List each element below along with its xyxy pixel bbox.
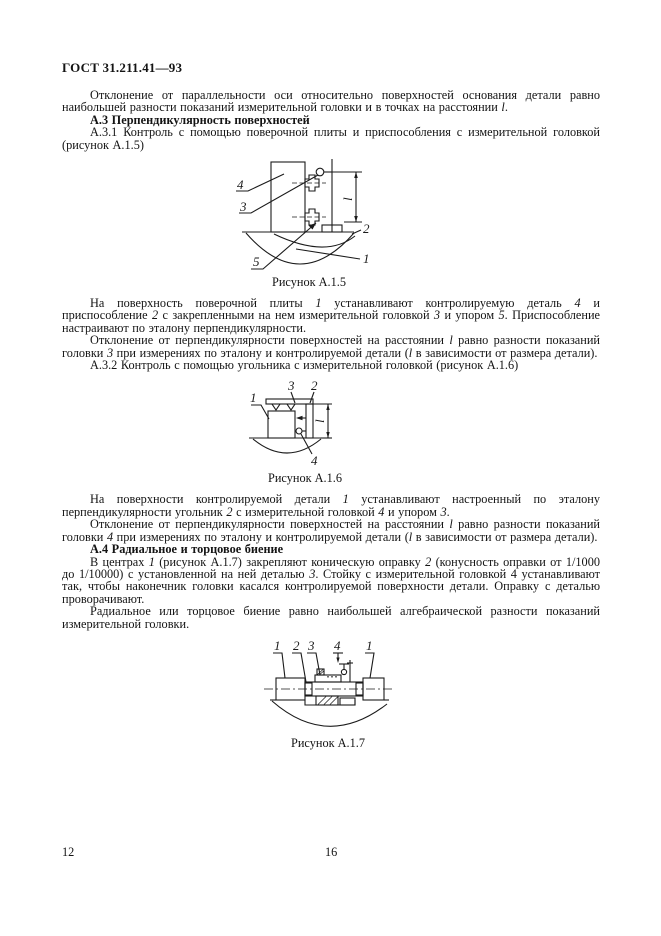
text-block xyxy=(62,60,600,758)
a16-label-square: 2 xyxy=(311,379,318,394)
a15-linework xyxy=(236,159,362,269)
paragraph-a31: А.3.1 Контроль с помощью поверочной плиты и приспособления с измерительной головкой (рисунок А.1.5) xyxy=(62,125,600,152)
a16-label-part: 1 xyxy=(250,390,257,406)
figure-a17 xyxy=(62,638,600,752)
section-heading-a3: А.3 Перпендикулярность поверхностей xyxy=(90,112,310,127)
a16-label-head: 4 xyxy=(311,453,318,469)
figure-a15-caption: Рисунок А.1.5 xyxy=(272,275,346,290)
a15-gauge-pivot xyxy=(316,168,324,176)
paragraph-centers-setup: В центрах 1 (рисунок А.1.7) закрепляют коническую оправку 2 (конусность оправки от 1/1000 до 1/10000) с установленной на ней деталью 3. Стойку с измерительной головкой 4 устанавливают так, чтобы наконечник головки касался контролируемой поверхности детали. Оправку с деталью проворачивают. xyxy=(62,554,601,606)
a16-part-block xyxy=(268,411,295,438)
figure-a17-caption: Рисунок А.1.7 xyxy=(291,735,365,750)
a15-label-stop: 5 xyxy=(253,254,260,270)
paragraph-plate-setup: На поверхность поверочной плиты 1 устанавливают контролируемую деталь 4 и приспособление 2 с закрепленными на нем измерительной головкой 3 и упором 5. Приспособление настраивают по эталону перпендикулярности. xyxy=(62,296,600,335)
figure-a15 xyxy=(62,159,600,291)
figure-a16 xyxy=(62,379,600,487)
paragraph-a32: А.3.2 Контроль с помощью угольника с измерительной головкой (рисунок А.1.6) xyxy=(90,358,519,373)
page-number-left: 12 xyxy=(62,845,75,859)
figure-a15-drawing xyxy=(234,159,384,273)
figure-a16-caption: Рисунок А.1.6 xyxy=(268,471,342,486)
a15-label-plate: 1 xyxy=(363,251,370,267)
figure-a17-inner xyxy=(258,638,398,751)
a15-label-head: 3 xyxy=(240,199,247,215)
a17-label-center-left: 1 xyxy=(274,637,281,653)
paragraph-deviation6: Отклонение от перпендикулярности поверхностей на расстоянии l равно разности показаний головки 4 при измерениях по эталону и контролируемой детали (l в зависимости от размера детали). xyxy=(62,517,600,544)
a15-label-fixture: 2 xyxy=(363,221,370,237)
section-heading-a4: А.4 Радиальное и торцовое биение xyxy=(90,542,284,557)
a17-label-head: 4 xyxy=(334,637,341,653)
a15-break-arc xyxy=(246,233,354,264)
figure-a15-inner xyxy=(234,159,384,290)
paragraph-square-setup: На поверхности контролируемой детали 1 устанавливают настроенный по эталону перпендикулярности угольник 2 с измерительной головкой 4 и упором 3. xyxy=(62,492,600,519)
a16-gauge-tip xyxy=(296,428,302,434)
paragraph-parallelism: Отклонение от параллельности оси относительно поверхностей основания детали равно наибольшей разности показаний измерительной головки и в точках на расстоянии l. xyxy=(62,88,600,115)
a17-label-mandrel: 2 xyxy=(293,637,300,653)
a15-dim-label: l xyxy=(340,197,355,202)
figure-a17-drawing xyxy=(258,638,398,734)
a17-gauge-tip xyxy=(341,669,346,674)
a16-dim-label: l xyxy=(312,419,327,424)
paragraph-runout: Радиальное или торцовое биение равно наибольшей алгебраической разности показаний измерительной головки. xyxy=(62,604,600,631)
a16-stop-contact xyxy=(272,404,280,410)
standard-number-header: ГОСТ 31.211.41—93 xyxy=(62,60,183,75)
a16-label-stop: 3 xyxy=(288,379,295,394)
a17-linework xyxy=(264,653,392,726)
figure-a16-drawing xyxy=(245,379,365,469)
a17-label-center-right: 1 xyxy=(366,637,373,653)
a17-label-part: 3 xyxy=(308,637,315,653)
a16-square-blade xyxy=(266,399,313,404)
paragraph-deviation5: Отклонение от перпендикулярности поверхностей на расстоянии l равно разности показаний головки 3 при измерениях по эталону и контролируемой детали (l в зависимости от размера детали). xyxy=(62,333,600,360)
a15-part-outline xyxy=(271,162,305,232)
a15-label-part: 4 xyxy=(237,177,244,193)
figure-a16-inner xyxy=(245,379,365,486)
page-number-center: 16 xyxy=(325,845,338,859)
